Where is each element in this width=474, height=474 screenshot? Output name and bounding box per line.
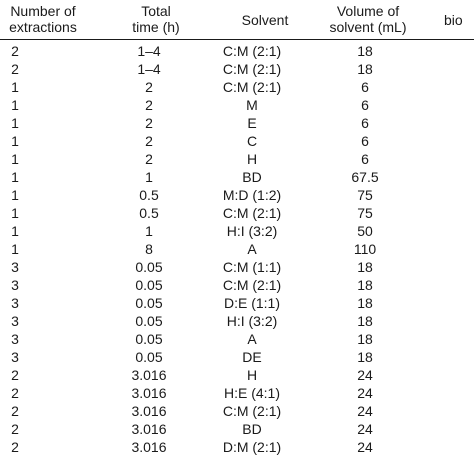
- table-row: [0, 222, 474, 240]
- cell-solvent: H:I (3:2): [226, 313, 278, 329]
- cell-extractions: 2: [11, 367, 19, 383]
- cell-volume: 18: [357, 259, 373, 275]
- table-row: [0, 42, 474, 60]
- table-header: [0, 0, 474, 38]
- cell-extractions: 1: [11, 187, 19, 203]
- cell-time: 2: [145, 79, 153, 95]
- cell-extractions: 1: [11, 223, 19, 239]
- header-time-line1: Total: [141, 3, 171, 19]
- cell-volume: 18: [357, 331, 373, 347]
- cell-solvent: C:M (2:1): [222, 277, 282, 293]
- cell-volume: 6: [361, 97, 369, 113]
- cell-time: 1–4: [137, 61, 161, 77]
- cell-solvent: DE: [242, 349, 262, 365]
- cell-extractions: 1: [11, 97, 19, 113]
- cell-extractions: 3: [11, 313, 19, 329]
- cell-time: 1–4: [137, 43, 161, 59]
- cell-volume: 75: [357, 187, 373, 203]
- header-volume-of-solvent: [310, 3, 426, 35]
- table-row: [0, 438, 474, 456]
- table-row: [0, 276, 474, 294]
- cell-volume: 24: [357, 439, 373, 455]
- cell-solvent: BD: [242, 169, 262, 185]
- cell-time: 0.05: [135, 277, 163, 293]
- cell-time: 3.016: [131, 385, 167, 401]
- header-solvent: Solvent: [241, 12, 289, 28]
- cell-solvent: H: [246, 151, 258, 167]
- table-row: [0, 132, 474, 150]
- table-row: [0, 330, 474, 348]
- table-row: [0, 420, 474, 438]
- cell-volume: 50: [357, 223, 373, 239]
- cell-extractions: 2: [11, 43, 19, 59]
- table-body: [0, 42, 474, 456]
- cell-extractions: 3: [11, 331, 19, 347]
- table-row: [0, 168, 474, 186]
- cell-volume: 6: [361, 151, 369, 167]
- table-row: [0, 312, 474, 330]
- cell-solvent: BD: [242, 421, 262, 437]
- cell-extractions: 3: [11, 295, 19, 311]
- header-total-time: [128, 3, 184, 35]
- cell-solvent: A: [247, 331, 257, 347]
- table-row: [0, 204, 474, 222]
- table-row: [0, 186, 474, 204]
- cell-time: 0.5: [139, 187, 159, 203]
- table-row: [0, 348, 474, 366]
- table-row: [0, 384, 474, 402]
- cell-solvent: H: [246, 367, 258, 383]
- table-row: [0, 402, 474, 420]
- cell-solvent: H:I (3:2): [226, 223, 278, 239]
- cell-solvent: M: [246, 97, 258, 113]
- cell-extractions: 1: [11, 205, 19, 221]
- cell-solvent: M:D (1:2): [222, 187, 282, 203]
- cell-solvent: E: [247, 115, 257, 131]
- cell-time: 3.016: [131, 421, 167, 437]
- cell-volume: 24: [357, 403, 373, 419]
- cell-time: 2: [145, 133, 153, 149]
- cell-time: 0.05: [135, 259, 163, 275]
- cell-solvent: D:E (1:1): [223, 295, 280, 311]
- cell-extractions: 2: [11, 61, 19, 77]
- cell-volume: 6: [361, 79, 369, 95]
- header-bio: bio: [444, 12, 463, 28]
- cell-extractions: 1: [11, 241, 19, 257]
- cell-volume: 18: [357, 61, 373, 77]
- cell-volume: 18: [357, 295, 373, 311]
- cell-extractions: 2: [11, 385, 19, 401]
- cell-volume: 24: [357, 421, 373, 437]
- cell-time: 2: [145, 115, 153, 131]
- cell-volume: 24: [357, 385, 373, 401]
- header-number-of-extractions: [0, 3, 86, 35]
- cell-solvent: C:M (1:1): [222, 259, 282, 275]
- header-extractions-line1: Number of: [10, 3, 76, 19]
- cell-time: 3.016: [131, 367, 167, 383]
- cell-extractions: 1: [11, 133, 19, 149]
- header-rule: [0, 39, 474, 40]
- cell-volume: 24: [357, 367, 373, 383]
- header-volume-line1: Volume of: [336, 3, 400, 19]
- cell-time: 2: [145, 97, 153, 113]
- cell-solvent: C:M (2:1): [222, 403, 282, 419]
- cell-time: 3.016: [131, 403, 167, 419]
- header-time-line2: time (h): [132, 19, 180, 35]
- cell-extractions: 2: [11, 421, 19, 437]
- cell-time: 0.05: [135, 313, 163, 329]
- table-row: [0, 150, 474, 168]
- cell-extractions: 3: [11, 277, 19, 293]
- cell-volume: 6: [361, 115, 369, 131]
- cell-solvent: C:M (2:1): [222, 43, 282, 59]
- cell-time: 3.016: [131, 439, 167, 455]
- cell-volume: 6: [361, 133, 369, 149]
- cell-extractions: 1: [11, 79, 19, 95]
- cell-volume: 67.5: [351, 169, 379, 185]
- cell-extractions: 3: [11, 259, 19, 275]
- cell-time: 1: [145, 169, 153, 185]
- table-row: [0, 60, 474, 78]
- cell-volume: 18: [357, 277, 373, 293]
- cell-time: 8: [145, 241, 153, 257]
- cell-solvent: C:M (2:1): [222, 205, 282, 221]
- cell-volume: 110: [353, 241, 377, 257]
- cell-solvent: C: [246, 133, 258, 149]
- cell-extractions: 1: [11, 169, 19, 185]
- header-extractions-line2: extractions: [9, 19, 77, 35]
- cell-extractions: 1: [11, 115, 19, 131]
- cell-solvent: A: [247, 241, 257, 257]
- cell-extractions: 2: [11, 439, 19, 455]
- table-row: [0, 366, 474, 384]
- cell-time: 2: [145, 151, 153, 167]
- table-row: [0, 294, 474, 312]
- cell-extractions: 1: [11, 151, 19, 167]
- table-row: [0, 96, 474, 114]
- cell-solvent: C:M (2:1): [222, 79, 282, 95]
- cell-volume: 75: [357, 205, 373, 221]
- cell-solvent: H:E (4:1): [223, 385, 280, 401]
- cell-time: 0.05: [135, 331, 163, 347]
- cell-time: 0.05: [135, 349, 163, 365]
- cell-time: 0.05: [135, 295, 163, 311]
- cell-time: 1: [145, 223, 153, 239]
- cell-extractions: 3: [11, 349, 19, 365]
- table-row: [0, 240, 474, 258]
- cell-extractions: 2: [11, 403, 19, 419]
- cell-volume: 18: [357, 313, 373, 329]
- cell-time: 0.5: [139, 205, 159, 221]
- cell-solvent: D:M (2:1): [222, 439, 282, 455]
- header-volume-line2: solvent (mL): [329, 19, 407, 35]
- table-row: [0, 114, 474, 132]
- cell-volume: 18: [357, 43, 373, 59]
- table-row: [0, 258, 474, 276]
- cell-solvent: C:M (2:1): [222, 61, 282, 77]
- table-row: [0, 78, 474, 96]
- cell-volume: 18: [357, 349, 373, 365]
